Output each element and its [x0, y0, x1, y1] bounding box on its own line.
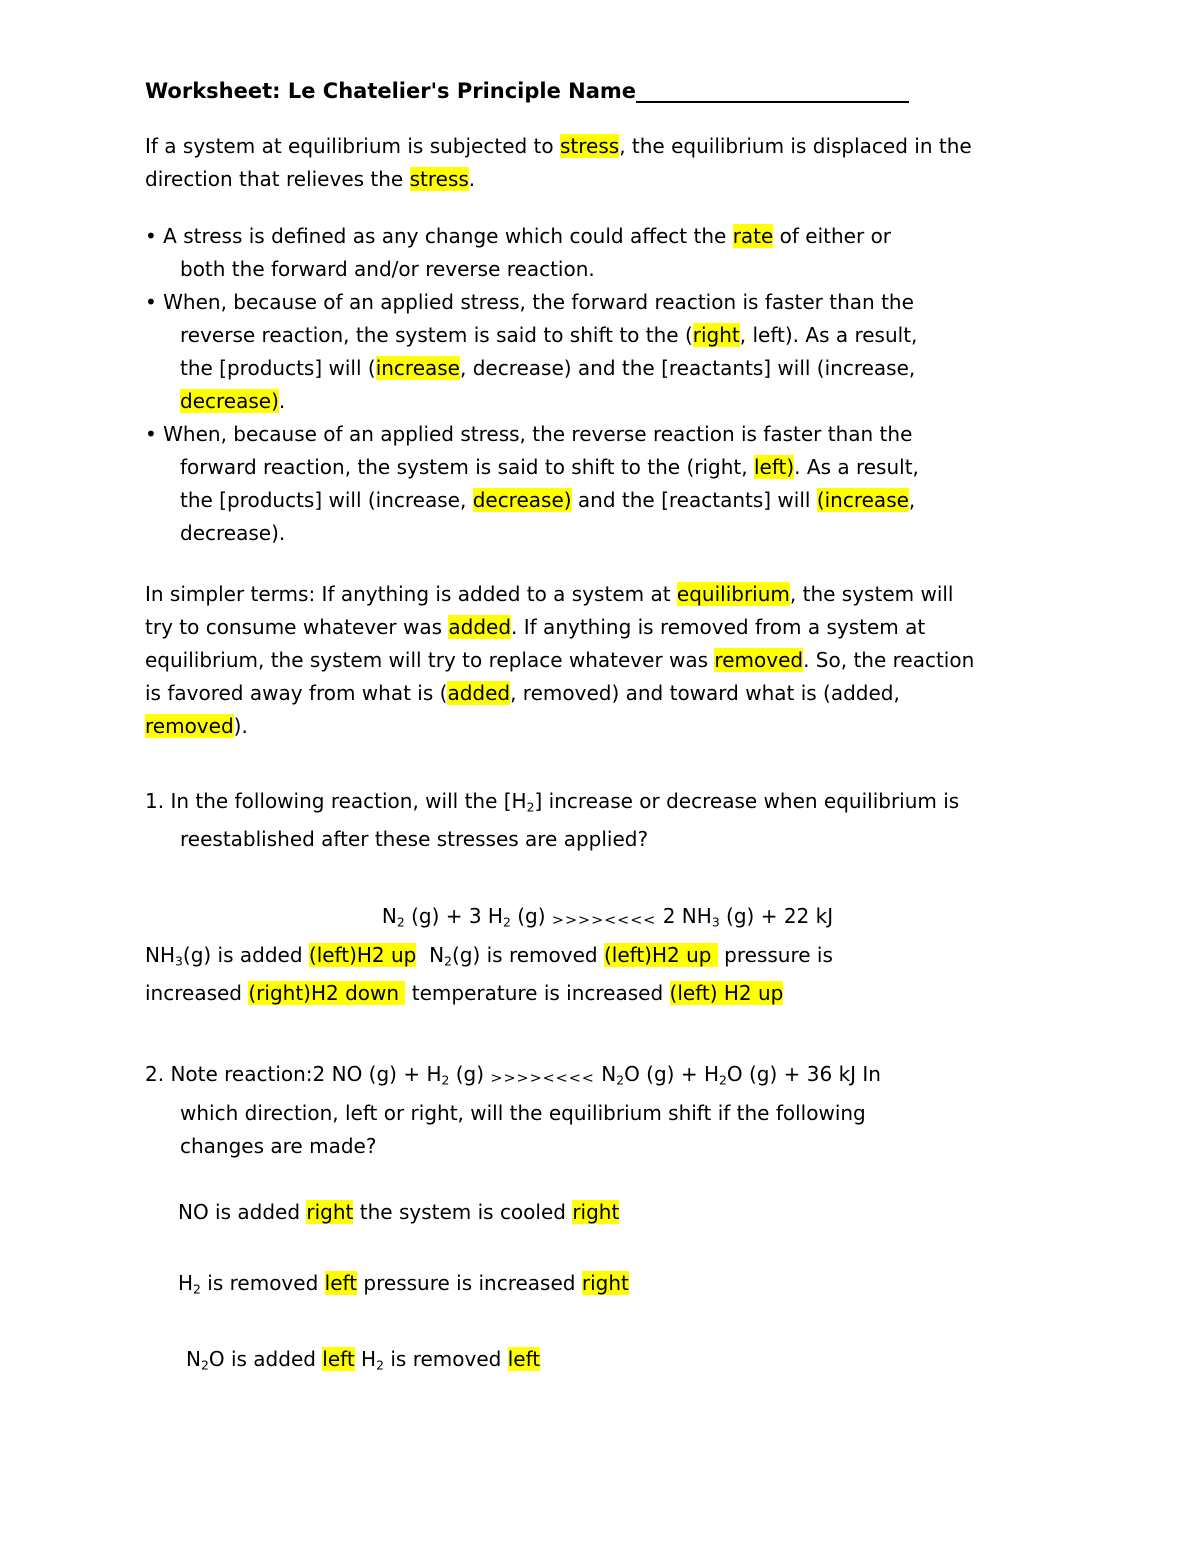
text-run: forward reaction, the system is said to shift to the (right, [180, 455, 754, 479]
text-line [145, 1058, 1070, 1096]
highlighted-answer: stress [559, 134, 620, 158]
intro-paragraph [145, 130, 1070, 196]
text-line [145, 1196, 1070, 1229]
text-run: , [908, 488, 916, 512]
text-line [145, 1343, 1070, 1381]
text-run: both the forward and/or reverse reaction. [180, 257, 595, 281]
text-run: NO is added [178, 1199, 307, 1224]
text-run: equilibrium, the system will try to replace whatever was [145, 648, 715, 672]
text-run: , left). As a result, [739, 323, 918, 347]
simpler-terms-paragraph [145, 578, 1070, 743]
text-run: the system is cooled [353, 1199, 573, 1224]
highlighted-answer: added [447, 681, 511, 705]
text-run: , decrease) and the [reactants] will (increase, [459, 356, 916, 380]
highlighted-answer: left [322, 1347, 355, 1372]
text-run: 2 NH [656, 904, 712, 929]
text-run: and the [reactants] will [571, 488, 817, 512]
text-run: N [416, 942, 445, 967]
highlighted-answer: decrease) [472, 488, 572, 512]
highlighted-answer: left) [753, 455, 795, 479]
text-line [145, 977, 1070, 1010]
text-run: of either or [773, 224, 892, 248]
text-run: NH [145, 942, 175, 967]
text-run: reverse reaction, the system is said to shift to the ( [180, 323, 693, 347]
subscript: 2 [396, 914, 405, 930]
text-run: is removed [384, 1347, 508, 1372]
highlighted-answer: right [581, 1270, 629, 1295]
highlighted-answer: equilibrium [676, 582, 790, 606]
text-run: H [178, 1270, 194, 1295]
highlighted-answer: right [306, 1199, 354, 1224]
text-run: (g) [510, 904, 552, 929]
text-line [145, 1130, 1070, 1163]
highlighted-answer: left [507, 1347, 541, 1372]
subscript: 2 [444, 953, 452, 969]
text-run: . If anything is removed from a system at [511, 615, 926, 639]
bullet-list [145, 220, 1070, 550]
text-line [145, 644, 1070, 677]
text-line [145, 418, 1070, 451]
text-run: (g) is removed [451, 942, 604, 967]
text-run: (g) [449, 1062, 491, 1087]
subscript: 2 [502, 914, 511, 930]
text-run: direction that relieves the [145, 167, 410, 191]
text-run: (g) is added [182, 942, 309, 967]
text-line [145, 939, 1070, 977]
text-line [145, 253, 1070, 286]
text-run: N [594, 1062, 617, 1087]
text-run: H [354, 1347, 377, 1372]
text-run: N [186, 1347, 201, 1372]
text-run: 1. In the following reaction, will the [H [145, 789, 527, 813]
text-run: the [products] will ( [180, 356, 376, 380]
text-run: is favored away from what is ( [145, 681, 448, 705]
text-run: , the equilibrium is displaced in the [619, 134, 972, 158]
text-run: O (g) + H [624, 1062, 719, 1087]
highlighted-answer: (left)H2 up [603, 942, 718, 967]
text-run: If a system at equilibrium is subjected to [145, 134, 560, 158]
text-run: • A stress is defined as any change which could affect the [145, 224, 733, 248]
highlighted-answer: decrease) [180, 389, 279, 413]
reaction-1-and-answers [145, 900, 1070, 1010]
text-line [145, 823, 1070, 856]
text-run: , removed) and toward what is (added, [510, 681, 900, 705]
text-line [145, 484, 1070, 517]
text-line [145, 578, 1070, 611]
text-run: . [278, 389, 286, 413]
highlighted-answer: increase [375, 356, 460, 380]
subscript: 2 [526, 799, 535, 815]
text-run: increased [145, 981, 249, 1006]
highlighted-answer: right [692, 323, 740, 347]
text-run: which direction, left or right, will the equilibrium shift if the following [180, 1100, 866, 1125]
highlighted-answer: removed [714, 648, 804, 672]
subscript: 2 [193, 1281, 201, 1297]
text-run: N [381, 904, 397, 929]
text-run: decrease). [180, 521, 286, 545]
question-1-prompt [145, 785, 1070, 856]
equilibrium-arrows: >>>><<<< [551, 913, 657, 930]
text-line [145, 352, 1070, 385]
text-line [145, 319, 1070, 352]
text-run: • When, because of an applied stress, the reverse reaction is faster than the [145, 422, 913, 446]
text-line [145, 385, 1070, 418]
highlighted-answer: left [324, 1270, 358, 1295]
text-run: reestablished after these stresses are applied? [180, 827, 649, 852]
text-run: . So, the reaction [803, 648, 975, 672]
text-line [145, 1267, 1070, 1305]
highlighted-answer: (right)H2 down [248, 981, 406, 1006]
highlighted-answer: stress [409, 167, 469, 191]
subscript: 2 [719, 1072, 727, 1088]
text-run: O (g) + 36 kJ In [726, 1062, 881, 1087]
text-run: changes are made? [180, 1133, 377, 1158]
text-run: , the system will [789, 582, 954, 606]
highlighted-answer: right [572, 1199, 620, 1224]
question-2-answers [145, 1196, 1070, 1382]
equilibrium-arrows: >>>><<<< [490, 1071, 595, 1088]
text-run: (g) + 22 kJ [719, 904, 834, 929]
text-line [145, 451, 1070, 484]
text-run: the [products] will (increase, [180, 488, 473, 512]
highlighted-answer: (left) H2 up [669, 981, 784, 1006]
subscript: 2 [616, 1072, 625, 1088]
text-line [145, 286, 1070, 319]
question-2-prompt [145, 1058, 1070, 1162]
highlighted-answer: (left)H2 up [308, 942, 417, 967]
subscript: 2 [200, 1357, 209, 1373]
subscript: 2 [376, 1357, 384, 1373]
text-line [145, 1097, 1070, 1130]
highlighted-answer: added [448, 615, 512, 639]
highlighted-answer: rate [732, 224, 774, 248]
text-line [145, 900, 1070, 938]
text-line [145, 220, 1070, 253]
subscript: 3 [711, 914, 720, 930]
subscript: 3 [175, 953, 183, 969]
text-run: pressure is [717, 942, 833, 967]
text-run: ] increase or decrease when equilibrium is [534, 789, 960, 813]
text-line [145, 130, 1070, 163]
text-run: temperature is increased [405, 981, 670, 1006]
text-line [145, 785, 1070, 823]
text-run: . As a result, [794, 455, 919, 479]
highlighted-answer: (increase [816, 488, 909, 512]
text-run: is removed [200, 1270, 325, 1295]
page-title: Worksheet: Le Chatelier's Principle Name__________________________ [145, 79, 910, 103]
highlighted-answer: removed [145, 714, 234, 738]
text-run: In simpler terms: If anything is added to a system at [145, 582, 677, 606]
text-run: pressure is increased [357, 1270, 582, 1295]
text-run: ). [233, 714, 248, 738]
subscript: 2 [441, 1072, 450, 1088]
text-run: • When, because of an applied stress, the forward reaction is faster than the [145, 290, 914, 314]
text-line [145, 611, 1070, 644]
text-run: . [468, 167, 476, 191]
text-run: (g) + 3 H [404, 904, 503, 929]
text-run: try to consume whatever was [145, 615, 449, 639]
text-line [145, 710, 1070, 743]
text-line [145, 517, 1070, 550]
text-run: O is added [208, 1347, 323, 1372]
text-run: 2. Note reaction:2 NO (g) + H [145, 1062, 442, 1087]
text-line [145, 677, 1070, 710]
text-line [145, 163, 1070, 196]
